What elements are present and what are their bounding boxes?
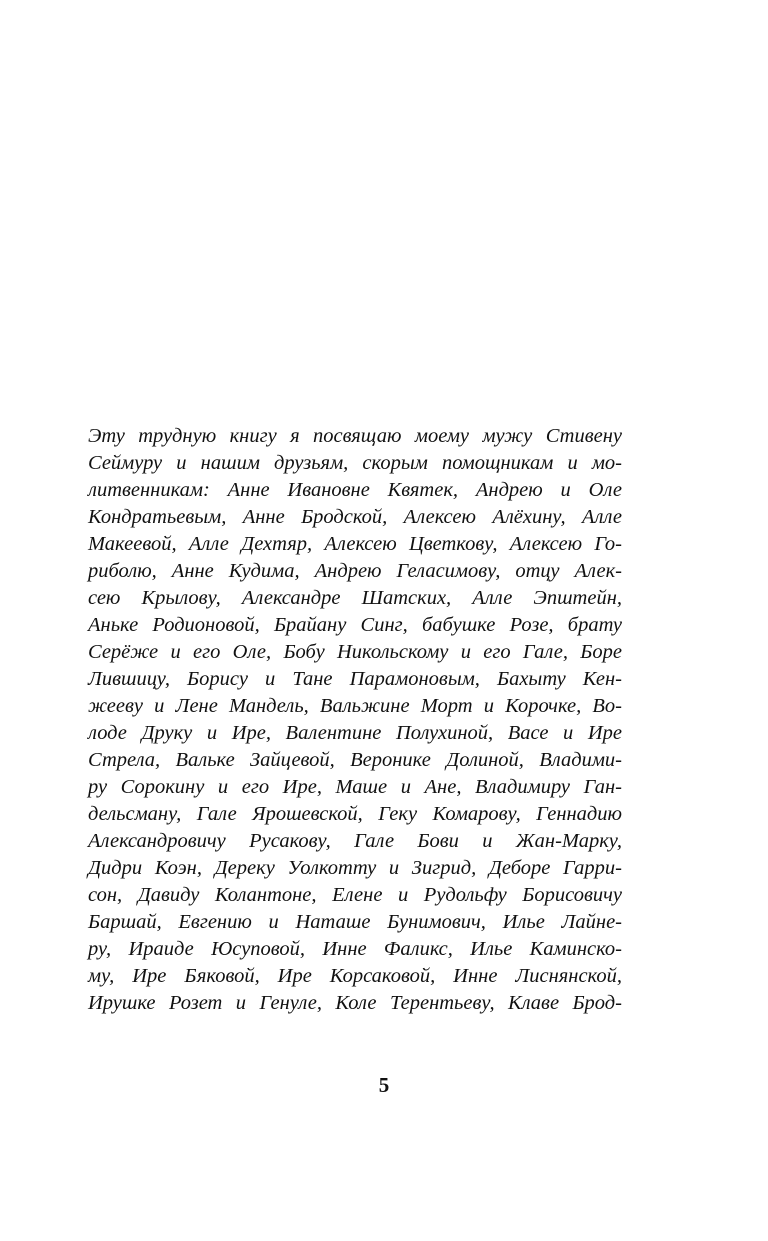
- dedication-line: лоде Друку и Ире, Валентине Полухиной, Васе и Ире: [88, 722, 622, 744]
- dedication-line: Макеевой, Алле Дехтяр, Алексею Цветкову, Алексею Го-: [88, 533, 622, 555]
- dedication-line: Александровичу Русакову, Гале Бови и Жан-Марку,: [88, 830, 622, 852]
- dedication-line: ру, Ираиде Юсуповой, Инне Фаликс, Илье Каминско-: [88, 938, 622, 960]
- dedication-line: Серёже и его Оле, Бобу Никольскому и его Гале, Боре: [88, 641, 622, 663]
- dedication-line: му, Ире Бяковой, Ире Корсаковой, Инне Лиснянской,: [88, 965, 622, 987]
- dedication-line: литвенникам: Анне Ивановне Квятек, Андрею и Оле: [88, 479, 622, 501]
- dedication-line: сон, Давиду Колантоне, Елене и Рудольфу Борисовичу: [88, 884, 622, 906]
- dedication-line: дельсману, Гале Ярошевской, Геку Комарову, Геннадию: [88, 803, 622, 825]
- dedication-line: жееву и Лене Мандель, Вальжине Морт и Корочке, Во-: [88, 695, 622, 717]
- page-number: 5: [378, 1073, 390, 1097]
- dedication-line: Ирушке Розет и Генуле, Коле Терентьеву, Клаве Брод-: [88, 992, 622, 1014]
- dedication-line: Эту трудную книгу я посвящаю моему мужу Стивену: [88, 425, 622, 447]
- dedication-line: Баршай, Евгению и Наташе Бунимович, Илье Лайне-: [88, 911, 622, 933]
- dedication-line: ру Сорокину и его Ире, Маше и Ане, Владимиру Ган-: [88, 776, 622, 798]
- dedication-line: Дидри Коэн, Дереку Уолкотту и Зигрид, Деборе Гарри-: [88, 857, 622, 879]
- dedication-line: риболю, Анне Кудима, Андрею Геласимову, отцу Алек-: [88, 560, 622, 582]
- dedication-line: Кондратьевым, Анне Бродской, Алексею Алёхину, Алле: [88, 506, 622, 528]
- dedication-line: Стрела, Вальке Зайцевой, Веронике Долиной, Владими-: [88, 749, 622, 771]
- dedication-line: Сеймуру и нашим друзьям, скорым помощникам и мо-: [88, 452, 622, 474]
- dedication-line: сею Крылову, Александре Шатских, Алле Эпштейн,: [88, 587, 622, 609]
- dedication-text: [88, 423, 622, 1017]
- dedication-line: Аньке Родионовой, Брайану Синг, бабушке Розе, брату: [88, 614, 622, 636]
- dedication-line: Лившицу, Борису и Тане Парамоновым, Бахыту Кен-: [88, 668, 622, 690]
